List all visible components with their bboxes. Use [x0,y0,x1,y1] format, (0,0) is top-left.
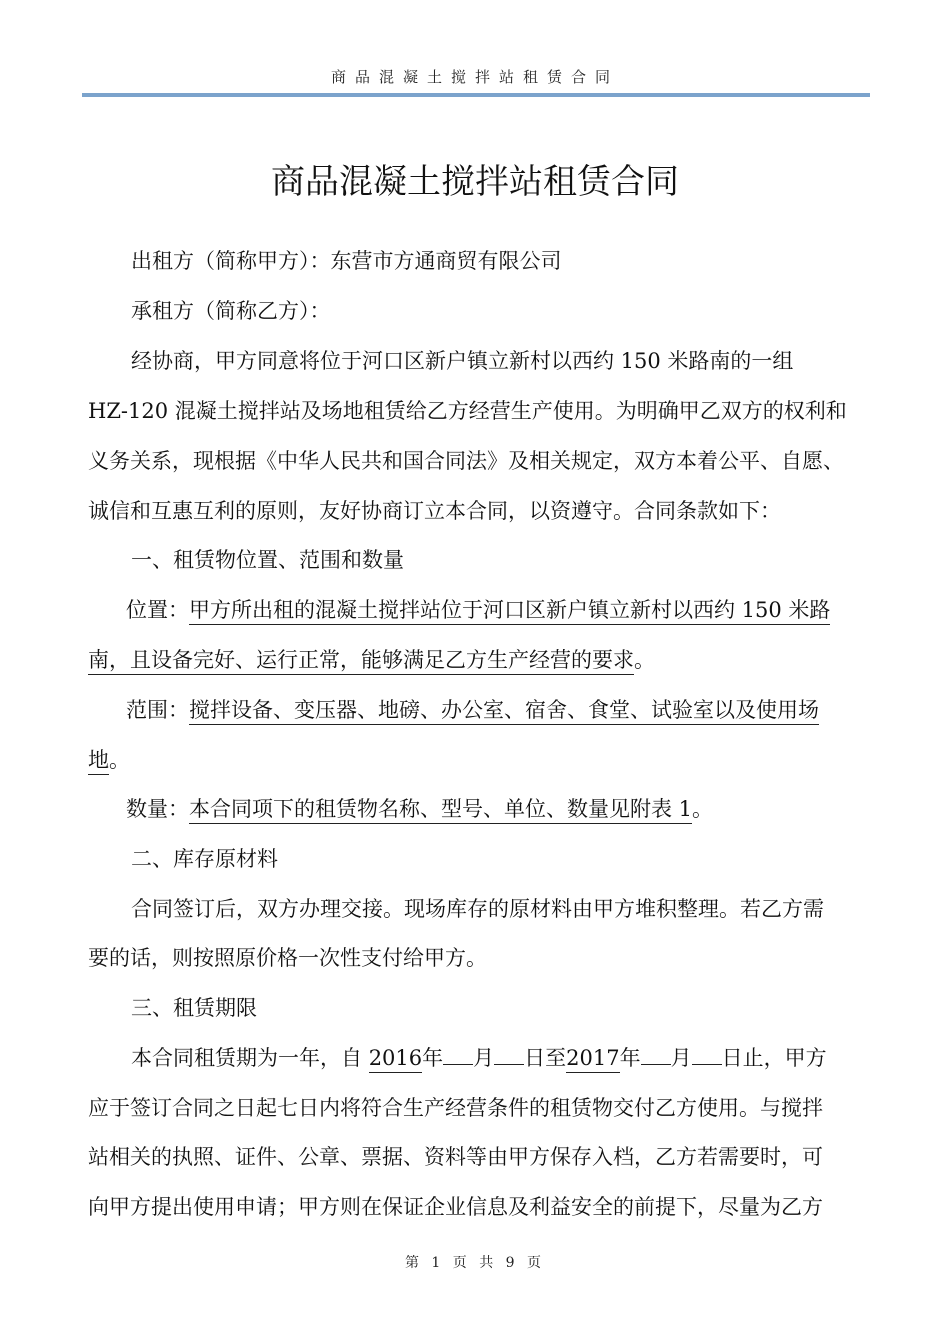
section-3-line: 应于签订合同之日起七日内将符合生产经营条件的租赁物交付乙方使用。与搅拌 [88,1096,823,1120]
current-page: 1 [431,1255,445,1271]
start-day-blank [494,1044,524,1065]
scope-label: 范围： [126,698,189,722]
scope-text: 地 [88,748,109,775]
location-line [126,596,830,624]
scope-line-2: 地。 [88,746,130,774]
intro-line: 义务关系，现根据《中华人民共和国合同法》及相关规定，双方本着公平、自愿、 [88,449,844,473]
section-2-line: 合同签订后，双方办理交接。现场库存的原材料由甲方堆积整理。若乙方需 [131,897,824,921]
running-header: 商品混凝土搅拌站租赁合同 [330,68,619,86]
location-line-2: 南，且设备完好、运行正常，能够满足乙方生产经营的要求。 [88,646,655,674]
start-year: 2016 [369,1046,422,1073]
end-month-blank [641,1044,671,1065]
header-divider [82,93,870,97]
end-year: 2017 [566,1046,619,1073]
quantity-line: 数量：本合同项下的租赁物名称、型号、单位、数量见附表 1。 [126,795,713,823]
total-pages: 9 [505,1255,519,1271]
location-text: 甲方所出租的混凝土搅拌站位于河口区新户镇立新村以西约 150 米路 [189,598,830,625]
document-title: 商品混凝土搅拌站租赁合同 [271,162,679,202]
scope-text: 搅拌设备、变压器、地磅、办公室、宿舍、食堂、试验室以及使用场 [189,698,819,725]
section-3-line: 站相关的执照、证件、公章、票据、资料等由甲方保存入档，乙方若需要时，可 [88,1145,823,1169]
intro-line: 诚信和互惠互利的原则，友好协商订立本合同，以资遵守。合同条款如下： [88,499,781,523]
section-3-heading: 三、租赁期限 [131,996,257,1020]
section-2-heading: 二、库存原材料 [131,847,278,871]
page-number-footer: 第 1 页 共 9 页 [404,1255,546,1271]
section-1-heading: 一、租赁物位置、范围和数量 [131,548,404,572]
party-b-line: 承租方（简称乙方）： [131,299,331,323]
end-day-blank [692,1044,722,1065]
start-month-blank [443,1044,473,1065]
quantity-label: 数量： [126,797,189,821]
scope-line [126,696,819,724]
section-3-line: 向甲方提出使用申请；甲方则在保证企业信息及利益安全的前提下，尽量为乙方 [88,1195,823,1219]
intro-line: 经协商，甲方同意将位于河口区新户镇立新村以西约 150 米路南的一组 [131,349,794,373]
section-2-line: 要的话，则按照原价格一次性支付给甲方。 [88,946,487,970]
location-label: 位置： [126,598,189,622]
party-a-line: 出租方（简称甲方）：东营市方通商贸有限公司 [131,249,562,273]
intro-line: HZ-120 混凝土搅拌站及场地租赁给乙方经营生产使用。为明确甲乙双方的权利和 [88,399,847,423]
term-line: 本合同租赁期为一年，自 2016年 月 日至2017年 月 日止，甲方 [131,1044,827,1072]
quantity-text: 本合同项下的租赁物名称、型号、单位、数量见附表 1 [189,797,692,824]
location-text: 南，且设备完好、运行正常，能够满足乙方生产经营的要求 [88,648,634,675]
